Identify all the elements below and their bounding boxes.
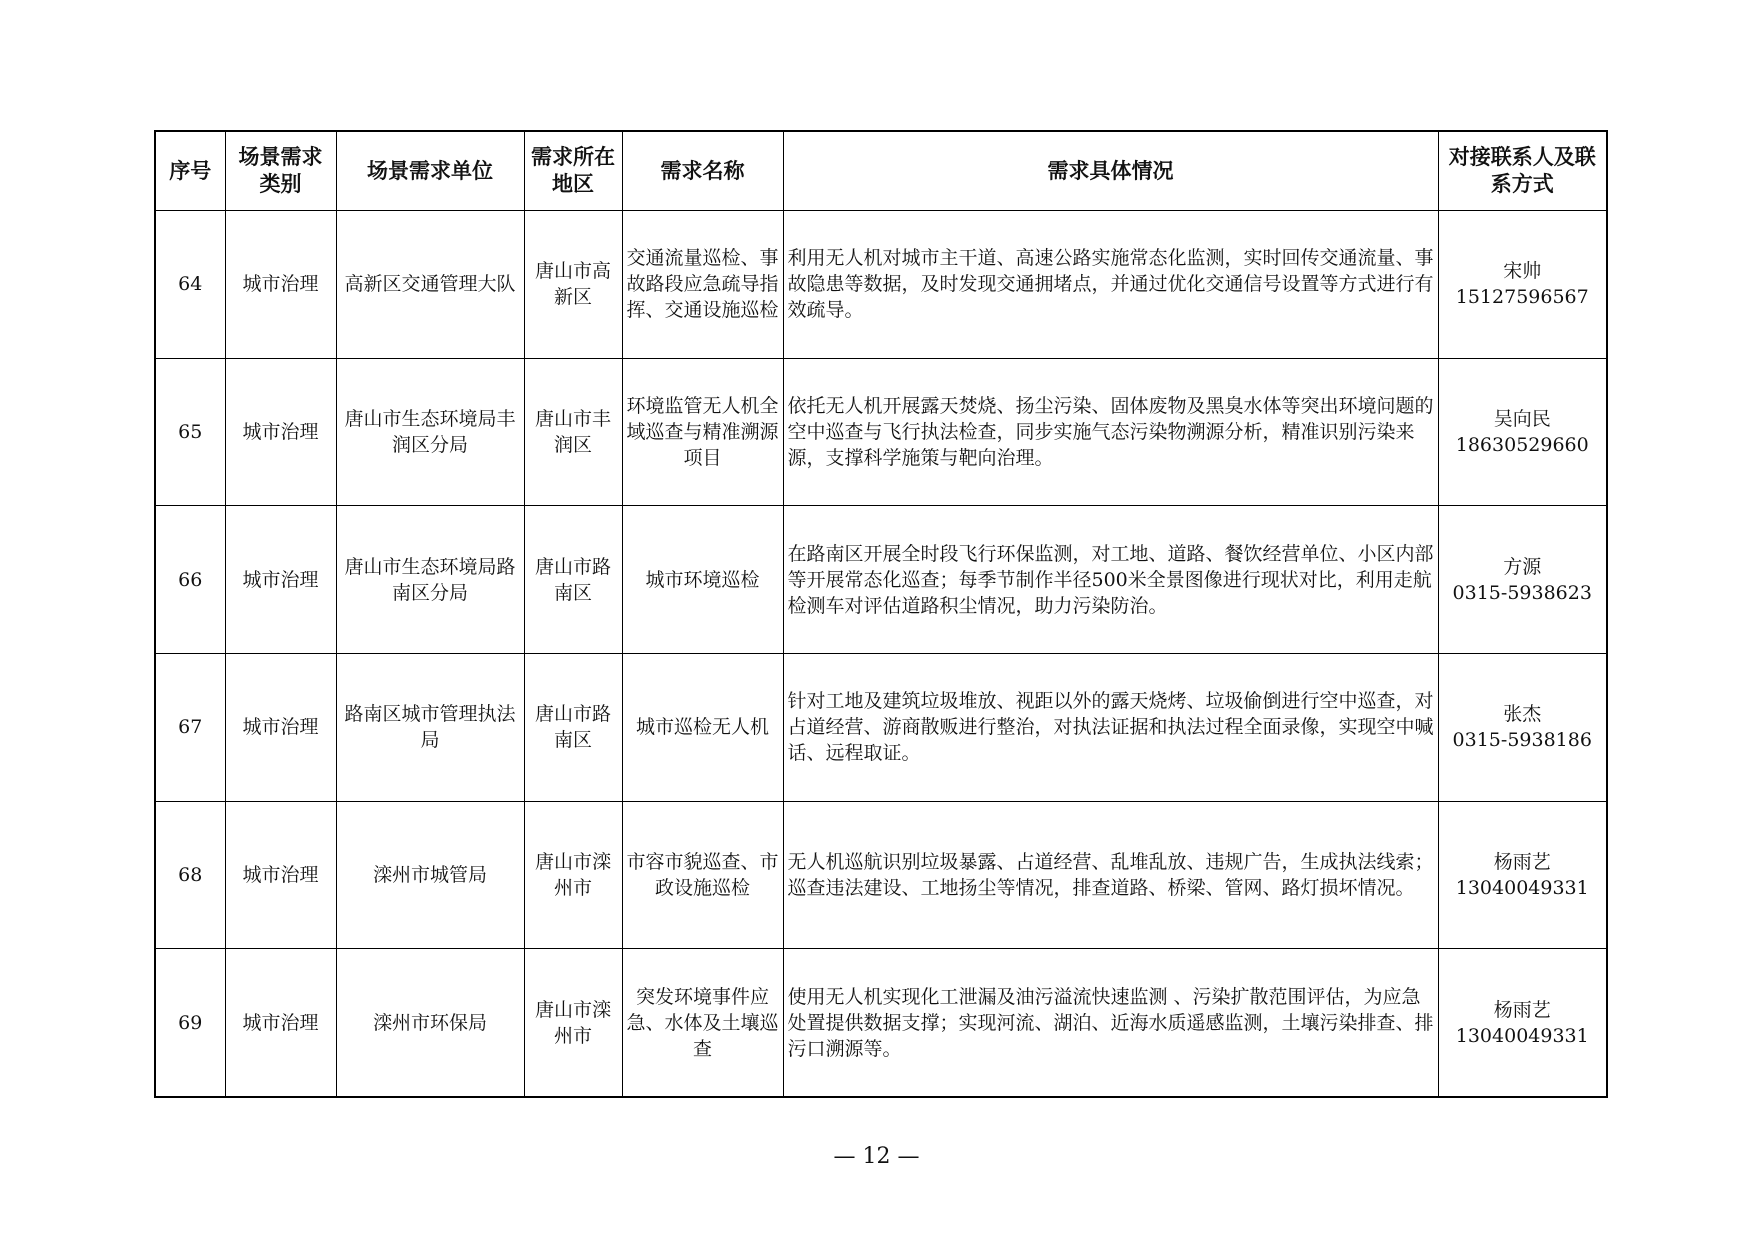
cell-seq: 67: [155, 653, 225, 801]
cell-name: 城市巡检无人机: [622, 653, 783, 801]
cell-detail: 无人机巡航识别垃圾暴露、占道经营、乱堆乱放、违规广告，生成执法线索；巡查违法建设、工地扬尘等情况，排查道路、桥梁、管网、路灯损坏情况。: [783, 801, 1438, 949]
contact-phone: 13040049331: [1455, 1024, 1589, 1047]
cell-contact: [1438, 211, 1607, 359]
cell-category: 城市治理: [225, 506, 336, 654]
cell-name: 突发环境事件应急、水体及土壤巡查: [622, 949, 783, 1097]
contact-phone: 13040049331: [1455, 876, 1589, 899]
cell-unit: 路南区城市管理执法局: [336, 653, 524, 801]
cell-category: 城市治理: [225, 801, 336, 949]
cell-category: 城市治理: [225, 358, 336, 506]
header-region: 需求所在地区: [524, 131, 622, 211]
cell-detail: 在路南区开展全时段飞行环保监测，对工地、道路、餐饮经营单位、小区内部等开展常态化巡查；每季节制作半径500米全景图像进行现状对比，利用走航检测车对评估道路积尘情况，助力污染防治。: [783, 506, 1438, 654]
cell-region: 唐山市路南区: [524, 653, 622, 801]
contact-name: 方源: [1503, 555, 1542, 578]
cell-region: 唐山市滦州市: [524, 801, 622, 949]
cell-contact: [1438, 506, 1607, 654]
contact-phone: 18630529660: [1455, 433, 1589, 456]
cell-name: 环境监管无人机全域巡查与精准溯源项目: [622, 358, 783, 506]
header-detail: 需求具体情况: [783, 131, 1438, 211]
contact-name: 杨雨艺: [1493, 998, 1551, 1021]
cell-name: 市容市貌巡查、市政设施巡检: [622, 801, 783, 949]
page-number: — 12 —: [833, 1144, 920, 1169]
cell-region: 唐山市高新区: [524, 211, 622, 359]
cell-contact: [1438, 949, 1607, 1097]
cell-detail: 针对工地及建筑垃圾堆放、视距以外的露天烧烤、垃圾偷倒进行空中巡查，对占道经营、游商散贩进行整治，对执法证据和执法过程全面录像，实现空中喊话、远程取证。: [783, 653, 1438, 801]
header-seq: 序号: [155, 131, 225, 211]
cell-name: 城市环境巡检: [622, 506, 783, 654]
table-row: [155, 358, 1607, 506]
header-name: 需求名称: [622, 131, 783, 211]
cell-unit: 滦州市环保局: [336, 949, 524, 1097]
cell-category: 城市治理: [225, 211, 336, 359]
cell-seq: 69: [155, 949, 225, 1097]
cell-contact: [1438, 801, 1607, 949]
contact-phone: 0315-5938186: [1452, 729, 1592, 752]
header-row: [155, 131, 1607, 211]
cell-contact: [1438, 358, 1607, 506]
cell-contact: [1438, 653, 1607, 801]
header-category: 场景需求类别: [225, 131, 336, 211]
table-row: [155, 949, 1607, 1097]
cell-region: 唐山市丰润区: [524, 358, 622, 506]
cell-category: 城市治理: [225, 949, 336, 1097]
table-row: [155, 653, 1607, 801]
cell-unit: 唐山市生态环境局丰润区分局: [336, 358, 524, 506]
contact-name: 杨雨艺: [1493, 850, 1551, 873]
contact-name: 张杰: [1503, 703, 1542, 726]
cell-region: 唐山市路南区: [524, 506, 622, 654]
cell-unit: 高新区交通管理大队: [336, 211, 524, 359]
cell-detail: 依托无人机开展露天焚烧、扬尘污染、固体废物及黑臭水体等突出环境问题的空中巡查与飞行执法检查，同步实施气态污染物溯源分析，精准识别污染来源，支撑科学施策与靶向治理。: [783, 358, 1438, 506]
cell-name: 交通流量巡检、事故路段应急疏导指挥、交通设施巡检: [622, 211, 783, 359]
cell-detail: 利用无人机对城市主干道、高速公路实施常态化监测，实时回传交通流量、事故隐患等数据，及时发现交通拥堵点，并通过优化交通信号设置等方式进行有效疏导。: [783, 211, 1438, 359]
table-row: [155, 211, 1607, 359]
table-row: [155, 801, 1607, 949]
contact-phone: 0315-5938623: [1452, 581, 1592, 604]
contact-phone: 15127596567: [1455, 286, 1589, 309]
cell-unit: 唐山市生态环境局路南区分局: [336, 506, 524, 654]
cell-category: 城市治理: [225, 653, 336, 801]
table-row: [155, 506, 1607, 654]
cell-seq: 66: [155, 506, 225, 654]
header-unit: 场景需求单位: [336, 131, 524, 211]
contact-name: 吴向民: [1493, 407, 1551, 430]
cell-seq: 64: [155, 211, 225, 359]
contact-name: 宋帅: [1503, 260, 1542, 283]
cell-seq: 65: [155, 358, 225, 506]
requirements-table: [154, 130, 1608, 1098]
cell-region: 唐山市滦州市: [524, 949, 622, 1097]
header-contact: 对接联系人及联系方式: [1438, 131, 1607, 211]
cell-detail: 使用无人机实现化工泄漏及油污溢流快速监测 、污染扩散范围评估，为应急处置提供数据支撑；实现河流、湖泊、近海水质遥感监测，土壤污染排查、排污口溯源等。: [783, 949, 1438, 1097]
cell-seq: 68: [155, 801, 225, 949]
cell-unit: 滦州市城管局: [336, 801, 524, 949]
